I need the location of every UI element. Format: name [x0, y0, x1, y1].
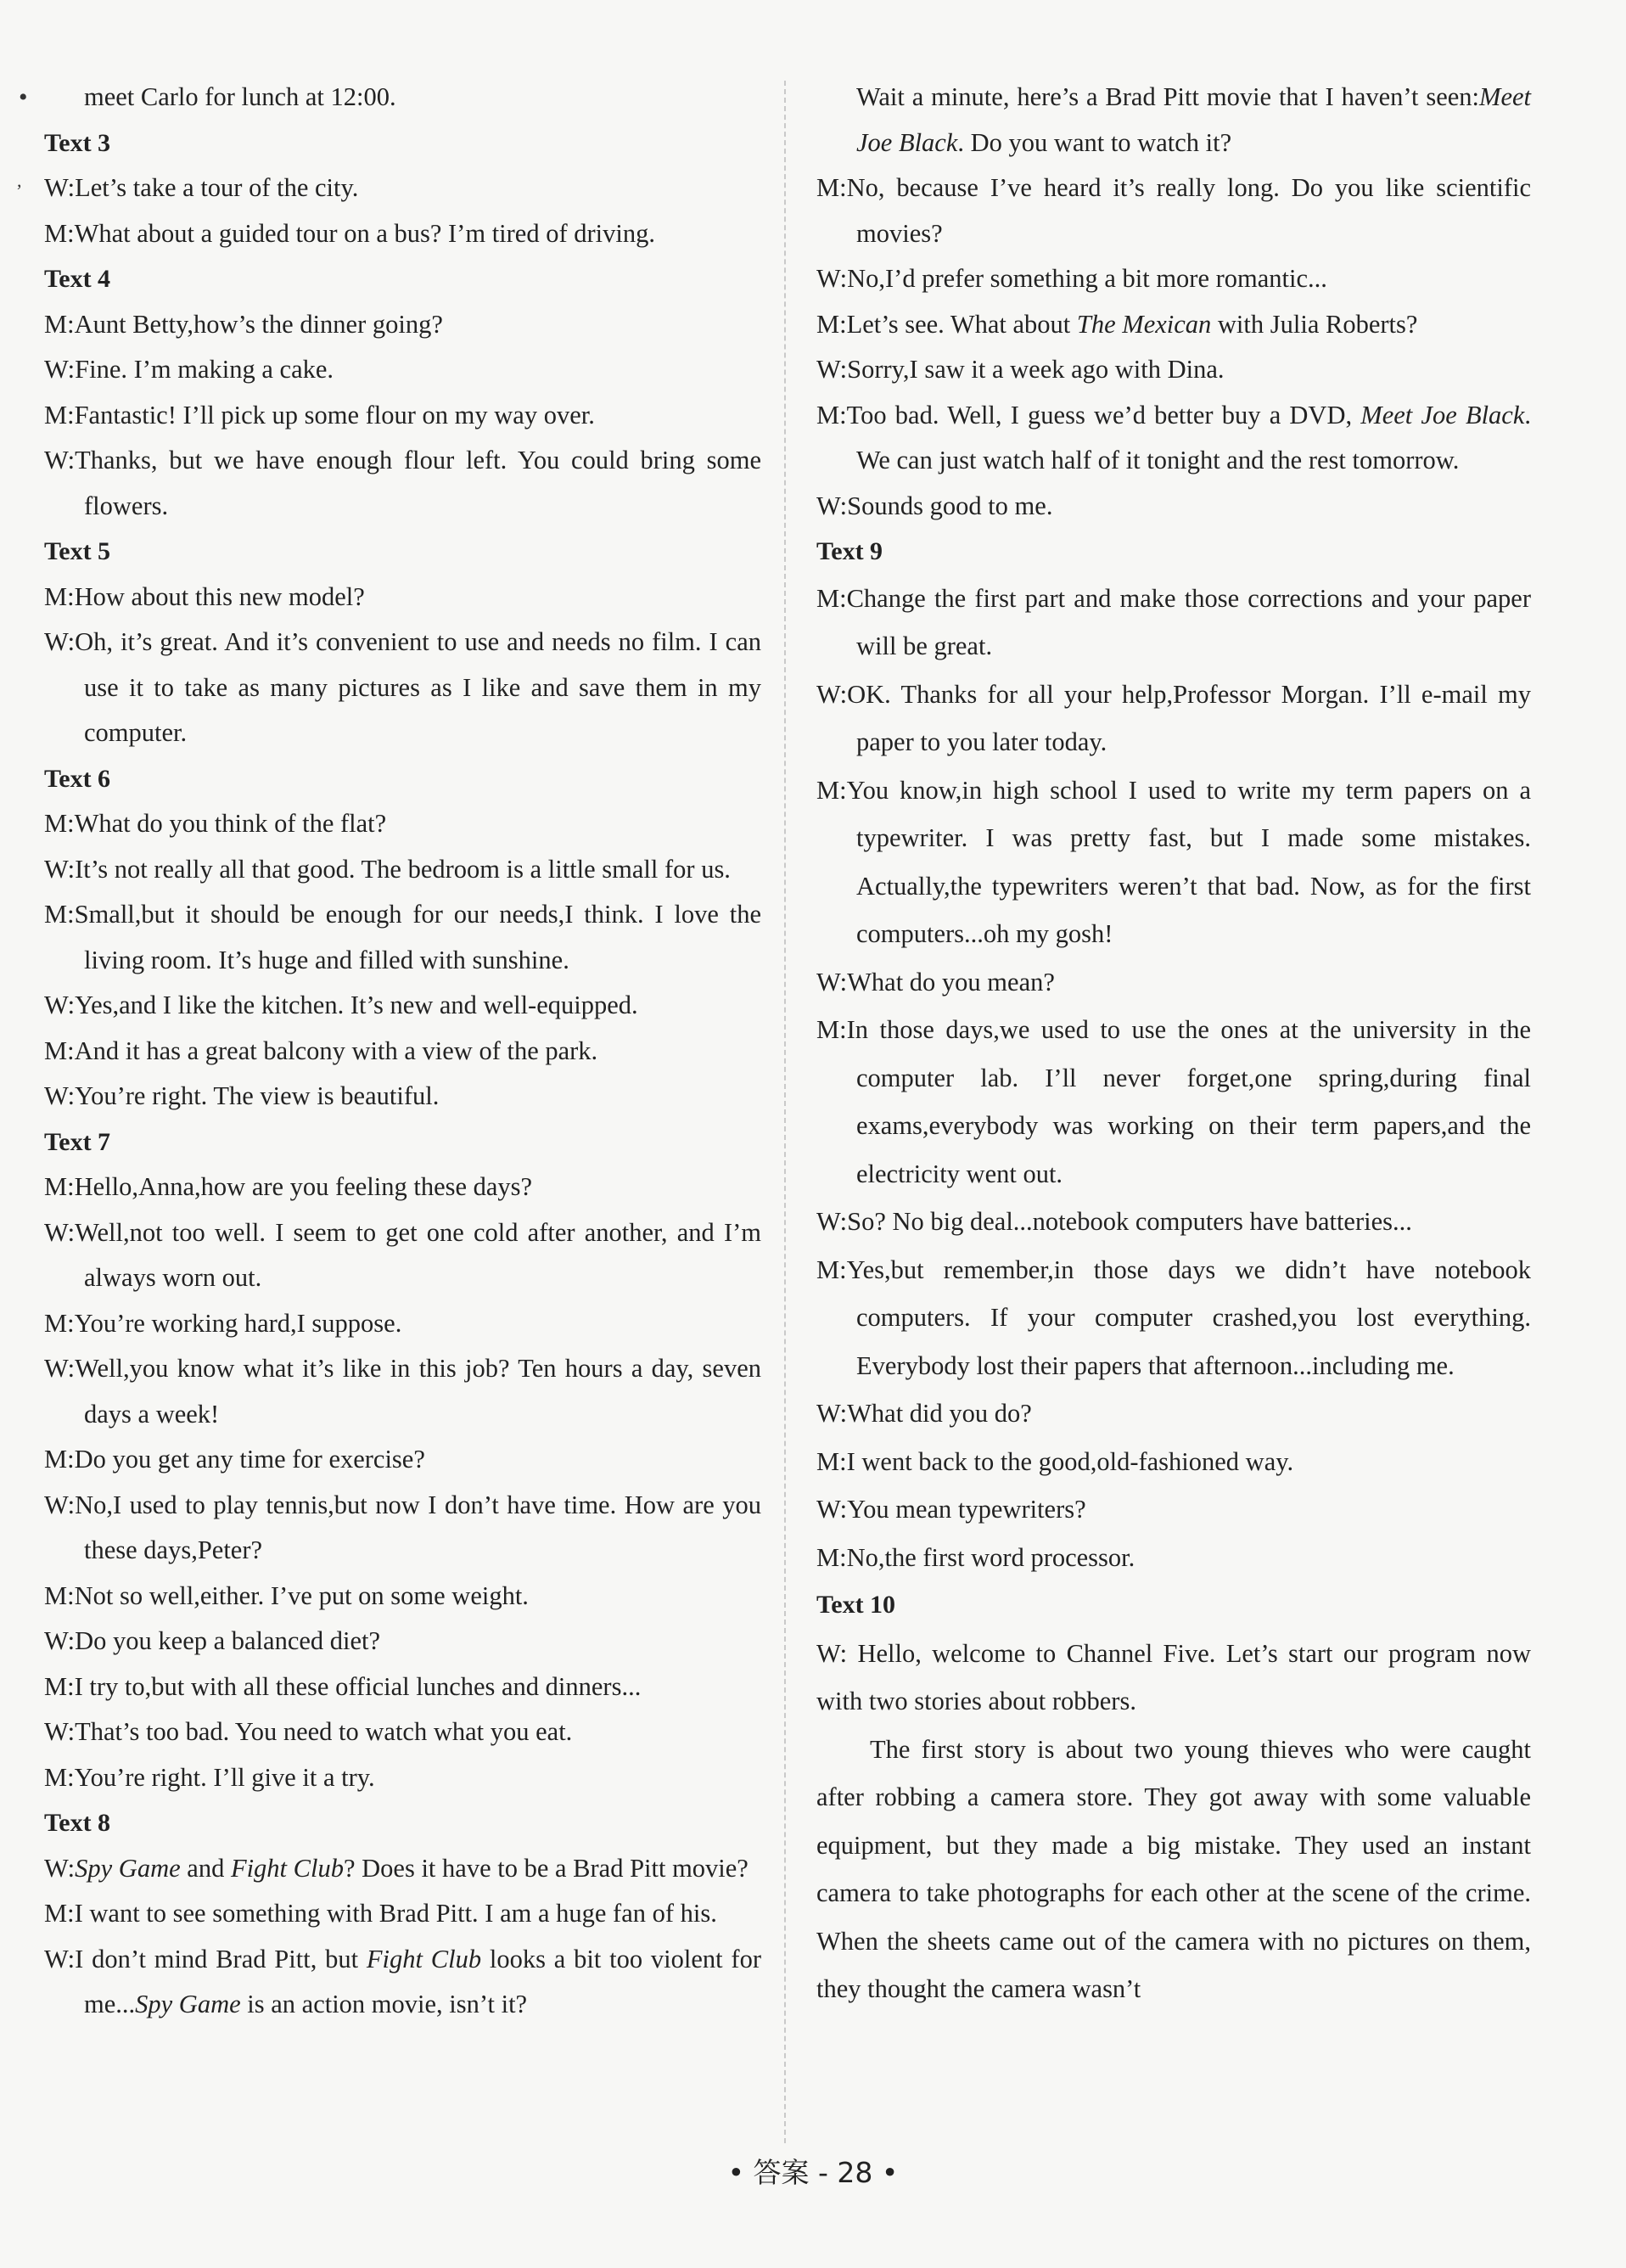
dialogue-line: M:You know,in high school I used to write my term papers on a typewriter. I was pretty fast, but I made some mistakes. Actually,the typewriters weren’t that bad. Now, as for the first computers...oh my gosh!	[816, 775, 1531, 948]
margin-dot: ,	[17, 170, 22, 191]
dialogue-line: M:Not so well,either. I’ve put on some weight.	[44, 1580, 529, 1610]
dialogue-line: W:So? No big deal...notebook computers have batteries...	[816, 1207, 1412, 1236]
movie-title: Meet Joe Black	[1360, 400, 1525, 429]
dialogue-line: M:No,the first word processor.	[816, 1542, 1135, 1572]
page-number: • 答案 - 28 •	[727, 2156, 899, 2189]
dialogue-line: M:Change the first part and make those corrections and your paper will be great.	[816, 583, 1531, 660]
line-text: ? Does it have to be a Brad Pitt movie?	[343, 1853, 749, 1883]
dialogue-line: M:Do you get any time for exercise?	[44, 1445, 425, 1474]
line-text: M:Too bad. Well, I guess we’d better buy a DVD,	[816, 400, 1361, 429]
dialogue-line: M:You’re working hard,I suppose.	[44, 1308, 402, 1338]
text3-heading: Text 3	[44, 128, 111, 157]
dialogue-line: W:Yes,and I like the kitchen. It’s new and well-equipped.	[44, 991, 638, 1019]
text4-heading: Text 4	[44, 265, 111, 293]
line-text: W:I don’t mind Brad Pitt, but	[44, 1944, 367, 1973]
dialogue-line: M:What about a guided tour on a bus? I’m tired of driving.	[44, 218, 655, 248]
dialogue-line: W:Fine. I’m making a cake.	[44, 355, 334, 384]
dialogue-line: M:How about this new model?	[44, 581, 365, 611]
dialogue-line: M:I want to see something with Brad Pitt. I am a huge fan of his.	[44, 1899, 717, 1928]
dialogue-line: M:I try to,but with all these official lunches and dinners...	[44, 1671, 642, 1701]
dialogue-line: M:I went back to the good,old-fashioned way.	[816, 1446, 1294, 1476]
movie-title: Fight Club	[230, 1853, 344, 1883]
movie-title: Fight Club	[366, 1944, 482, 1973]
dialogue-line: M:What do you think of the flat?	[44, 809, 387, 838]
monologue-paragraph: The first story is about two young thieves who were caught after robbing a camera store. They got away with some valuable equipment, but they made a big mistake. They used an instant camera to take photographs for each other at the scene of the crime. When the sheets came out of the camera with no pictures on them, they thought the camera wasn’t	[816, 1734, 1531, 2003]
text7-heading: Text 7	[44, 1127, 111, 1156]
line-text: . Do you want to watch it?	[957, 127, 1232, 157]
line-text: and	[180, 1853, 231, 1883]
dialogue-line: W:Sorry,I saw it a week ago with Dina.	[816, 355, 1225, 384]
dialogue-line: M:And it has a great balcony with a view of the park.	[44, 1036, 598, 1065]
dialogue-line: W:It’s not really all that good. The bedroom is a little small for us.	[44, 854, 731, 884]
dialogue-line: M:No, because I’ve heard it’s really long. Do you like scientific movies?	[816, 173, 1531, 248]
margin-dot: •	[19, 83, 28, 111]
monologue-paragraph: W: Hello, welcome to Channel Five. Let’s start our program now with two stories about robbers.	[816, 1638, 1531, 1715]
text6-heading: Text 6	[44, 764, 111, 793]
movie-title: Meet Joe Black	[856, 82, 1531, 157]
text2-tail-line: meet Carlo for lunch at 12:00.	[84, 82, 396, 111]
dialogue-line	[44, 1937, 761, 2028]
dialogue-line: M:Hello,Anna,how are you feeling these days?	[44, 1172, 533, 1201]
dialogue-line: W:Let’s take a tour of the city.	[44, 173, 359, 202]
dialogue-line: M:Aunt Betty,how’s the dinner going?	[44, 309, 443, 339]
column-divider	[784, 81, 786, 2143]
line-text: looks a bit too violent for me...	[84, 1944, 761, 2018]
dialogue-line: W:Well,you know what it’s like in this job? Ten hours a day, seven days a week!	[44, 1354, 761, 1429]
dialogue-line: W:Oh, it’s great. And it’s convenient to use and needs no film. I can use it to take as many pictures as I like and save them in my computer.	[44, 627, 761, 747]
dialogue-line: M:Yes,but remember,in those days we didn’t have notebook computers. If your computer crashed,you lost everything. Everybody lost their papers that afternoon...including me.	[816, 1255, 1531, 1380]
movie-title: Spy Game	[75, 1853, 181, 1883]
dialogue-line: W:That’s too bad. You need to watch what you eat.	[44, 1717, 573, 1746]
line-text: is an action movie, isn’t it?	[240, 1990, 528, 2018]
line-text: . We can just watch half of it tonight and the rest tomorrow.	[856, 400, 1531, 474]
dialogue-line: M:In those days,we used to use the ones at the university in the computer lab. I’ll never forget,one spring,during final exams,everybody was working on their term papers,and the electricity went out.	[816, 1015, 1531, 1188]
line-text: Wait a minute, here’s a Brad Pitt movie that I haven’t seen:	[856, 82, 1480, 111]
movie-title: Spy Game	[135, 1990, 241, 2018]
dialogue-line: W:You’re right. The view is beautiful.	[44, 1081, 440, 1110]
line-text: with Julia Roberts?	[1211, 309, 1418, 339]
right-column	[816, 75, 1531, 2013]
text10-heading: Text 10	[816, 1591, 896, 1619]
dialogue-line	[816, 393, 1531, 484]
movie-title: The Mexican	[1076, 309, 1212, 339]
left-column	[44, 75, 761, 2028]
dialogue-line: W:Well,not too well. I seem to get one cold after another, and I’m always worn out.	[44, 1217, 761, 1292]
dialogue-line: M:You’re right. I’ll give it a try.	[44, 1762, 375, 1792]
dialogue-line: W:What did you do?	[816, 1399, 1032, 1428]
dialogue-line: W:You mean typewriters?	[816, 1495, 1086, 1524]
line-text: M:Let’s see. What about	[816, 309, 1077, 339]
text9-heading: Text 9	[816, 537, 883, 565]
dialogue-line	[816, 302, 1531, 348]
dialogue-line: W:What do you mean?	[816, 967, 1055, 996]
dialogue-line: W:Thanks, but we have enough flour left. You could bring some flowers.	[44, 446, 761, 520]
dialogue-line: W:Do you keep a balanced diet?	[44, 1626, 381, 1655]
text5-heading: Text 5	[44, 537, 111, 565]
dialogue-line: W:OK. Thanks for all your help,Professor Morgan. I’ll e-mail my paper to you later today.	[816, 679, 1531, 756]
dialogue-line: M:Small,but it should be enough for our needs,I think. I love the living room. It’s huge and filled with sunshine.	[44, 900, 761, 974]
dialogue-line: W:No,I’d prefer something a bit more romantic...	[816, 264, 1327, 293]
dialogue-continuation	[816, 75, 1531, 166]
dialogue-line: W:Sounds good to me.	[816, 491, 1053, 520]
dialogue-line: W:No,I used to play tennis,but now I don’t have time. How are you these days,Peter?	[44, 1490, 761, 1564]
dialogue-line: M:Fantastic! I’ll pick up some flour on my way over.	[44, 400, 595, 429]
dialogue-line	[44, 1846, 761, 1892]
text8-heading: Text 8	[44, 1809, 111, 1837]
line-text: W:	[44, 1853, 76, 1883]
